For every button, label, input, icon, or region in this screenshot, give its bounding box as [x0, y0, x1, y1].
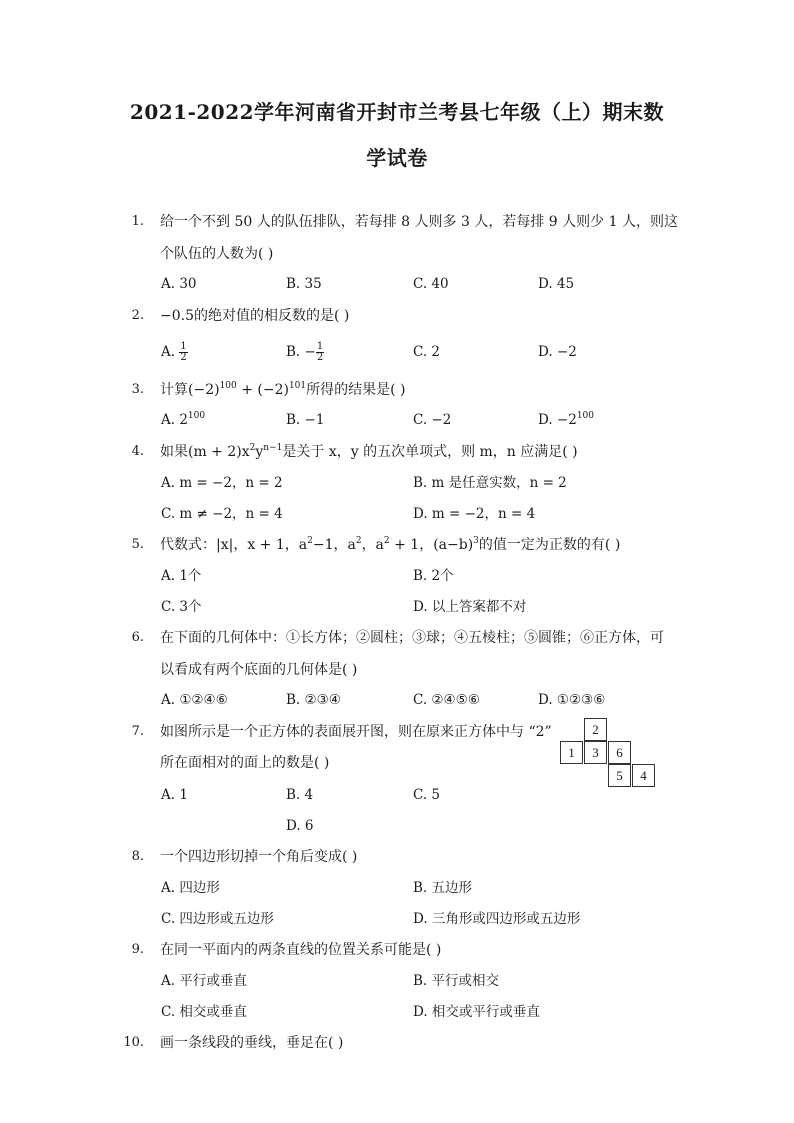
option-c: C. 5	[413, 787, 441, 803]
net-cell: 3	[584, 741, 607, 764]
option-d: D. m = −2，n = 4	[413, 506, 536, 522]
option-label: A.	[161, 344, 180, 360]
question-number: 9.	[131, 942, 144, 957]
question-number: 4.	[131, 444, 144, 459]
option-d: D. −2	[538, 344, 577, 360]
fraction-numerator: 1	[180, 341, 187, 352]
option-c: C. 3个	[161, 599, 202, 615]
question-stem: 在下面的几何体中：①长方体；②圆柱；③球；④五棱柱；⑤圆锥；⑥正方体，可	[160, 630, 664, 646]
page-title-line1: 2021-2022学年河南省开封市兰考县七年级（上）期末数	[129, 100, 665, 124]
cube-net-figure	[560, 718, 660, 790]
question-number: 5.	[131, 537, 144, 552]
question-number: 6.	[131, 630, 144, 645]
fraction	[316, 342, 324, 363]
question-stem: 计算$(-2)^{100} + (-2)^{101}$所得的结果是( )	[160, 381, 406, 398]
option-b: B. −1	[286, 412, 325, 428]
option-a: A. 四边形	[161, 880, 220, 896]
question-stem: 一个四边形切掉一个角后变成( )	[160, 849, 358, 865]
question-number: 10.	[123, 1035, 144, 1050]
question-stem: −0.5的绝对值的相反数的是( )	[160, 308, 350, 324]
option-b: B. 五边形	[413, 880, 473, 896]
option-d: D. 相交或平行或垂直	[413, 1004, 540, 1020]
fraction-denominator: 2	[316, 352, 324, 363]
option-d: D. 45	[538, 276, 575, 292]
question-stem: 所在面相对的面上的数是( )	[160, 755, 330, 771]
option-a: A. 1个	[161, 568, 202, 584]
option-b: B. 2个	[413, 568, 454, 584]
option-c: C. m ≠ −2，n = 4	[161, 506, 283, 522]
option-a: A. 平行或垂直	[161, 973, 247, 989]
option-b: B. 平行或相交	[413, 973, 500, 989]
option-a: A. m = −2，n = 2	[161, 475, 283, 491]
question-stem: 如果$(m + 2)x^2y^{n-1}$是关于 x，y 的五次单项式，则 m，n 应满足( )	[160, 443, 578, 460]
question-stem: 以看成有两个底面的几何体是( )	[160, 662, 358, 678]
question-number: 3.	[131, 382, 144, 397]
net-cell: 6	[608, 741, 631, 764]
option-c: C. 40	[413, 276, 449, 292]
fraction-denominator: 2	[180, 352, 187, 363]
question-number: 8.	[131, 849, 144, 864]
page-title-line2: 学试卷	[366, 146, 428, 170]
option-a: A. ①②④⑥	[161, 692, 228, 708]
option-c: C. 2	[413, 344, 441, 360]
option-b	[286, 342, 324, 363]
option-b: B. 4	[286, 787, 314, 803]
option-a: A. 1	[161, 787, 188, 803]
option-label: B. −	[286, 344, 316, 360]
question-number: 7.	[131, 724, 144, 739]
option-b: B. m 是任意实数，n = 2	[413, 475, 567, 491]
question-stem: 给一个不到 50 人的队伍排队，若每排 8 人则多 3 人，若每排 9 人则少 1 人，则这	[160, 214, 678, 230]
option-c: C. 四边形或五边形	[161, 911, 274, 927]
question-number: 1.	[131, 214, 144, 229]
option-d: D. $-2^{100}$	[538, 411, 595, 428]
net-cell: 1	[560, 741, 583, 764]
option-c: C. 相交或垂直	[161, 1004, 247, 1020]
option-a: A. $2^{100}$	[161, 411, 206, 428]
question-stem: 代数式：|x|，x + 1，$a^2-1$，$a^2$，$a^2 + 1$，$(a-b)^3$的值一定为正数的有( )	[160, 536, 621, 553]
question-stem: 画一条线段的垂线，垂足在( )	[160, 1035, 344, 1051]
option-b: B. ②③④	[286, 692, 341, 708]
option-d: D. 6	[286, 818, 314, 834]
option-a: A. 30	[161, 276, 197, 292]
question-stem: 在同一平面内的两条直线的位置关系可能是( )	[160, 942, 442, 958]
fraction	[179, 342, 187, 363]
net-cell: 4	[632, 764, 655, 787]
question-stem: 如图所示是一个正方体的表面展开图，则在原来正方体中与 “2”	[160, 724, 552, 740]
option-b: B. 35	[286, 276, 322, 292]
option-d: D. 以上答案都不对	[413, 599, 527, 615]
question-number: 2.	[131, 308, 144, 323]
option-c: C. −2	[413, 412, 452, 428]
net-cell: 2	[584, 718, 607, 741]
option-a	[161, 342, 188, 363]
net-cell: 5	[608, 764, 631, 787]
option-d: D. ①②③⑥	[538, 692, 606, 708]
question-stem: 个队伍的人数为( )	[160, 246, 274, 262]
option-d: D. 三角形或四边形或五边形	[413, 911, 581, 927]
fraction-numerator: 1	[316, 341, 324, 352]
option-c: C. ②④⑤⑥	[413, 692, 480, 708]
